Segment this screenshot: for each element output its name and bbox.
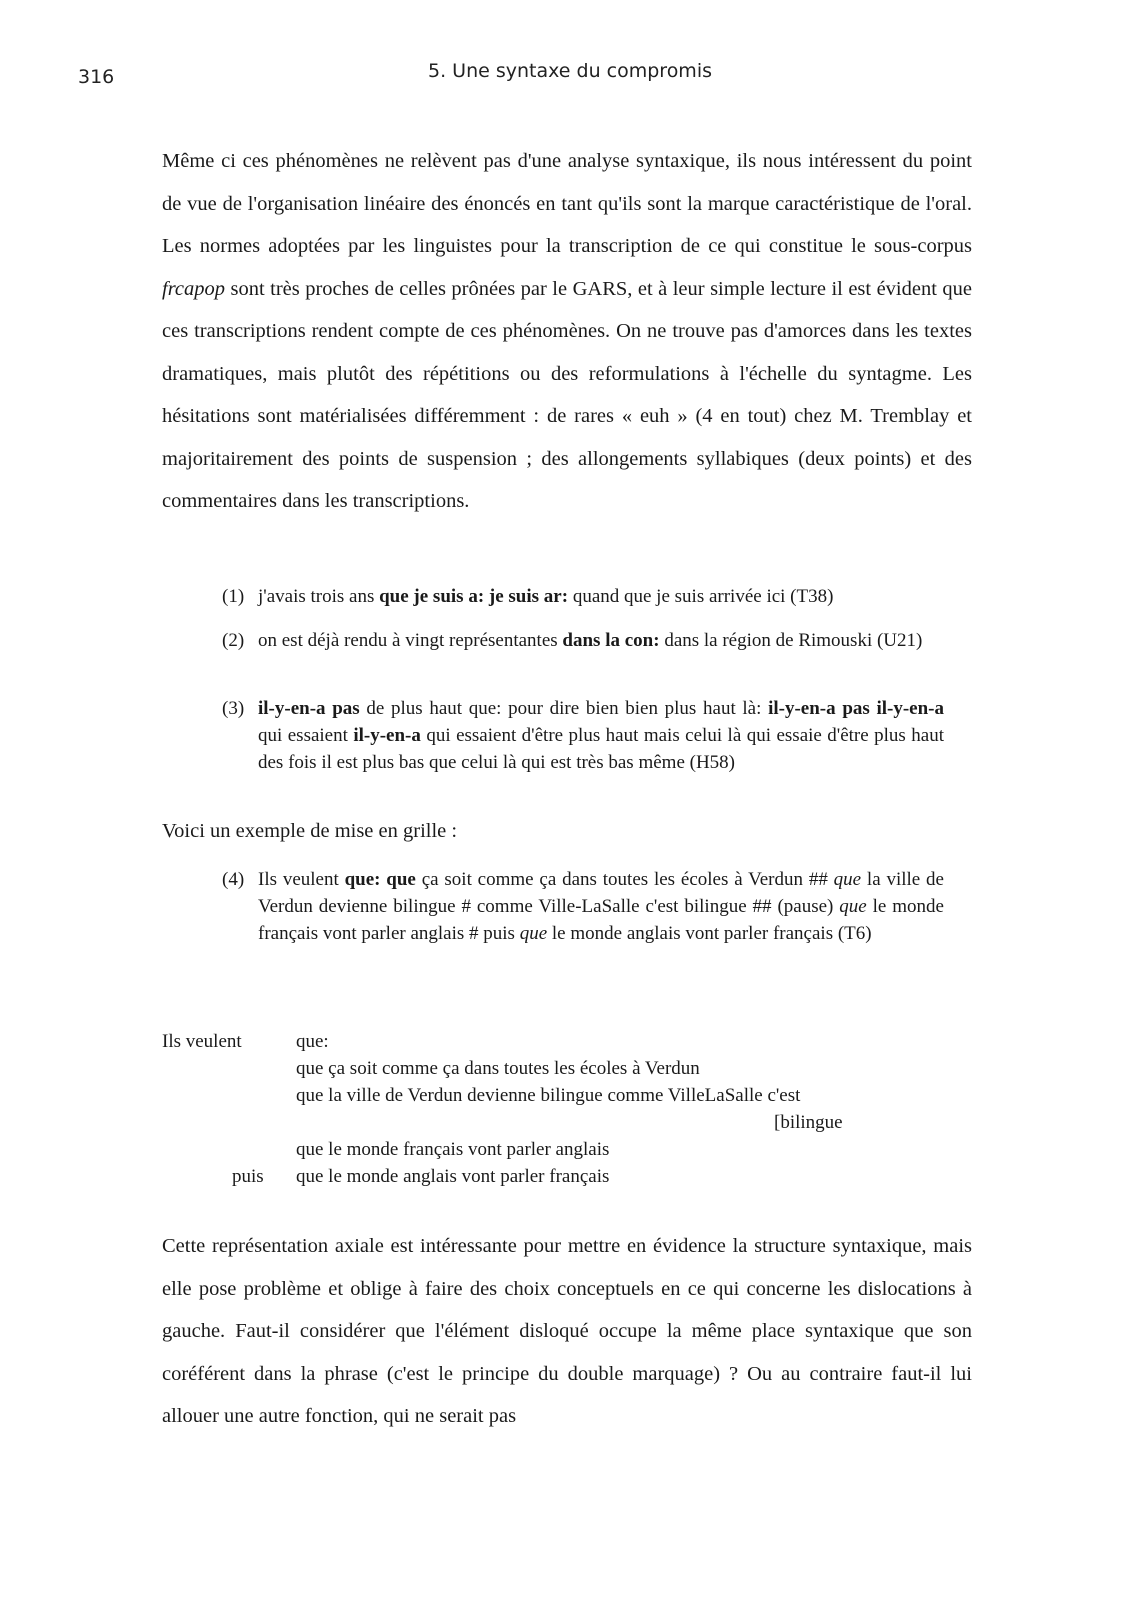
bold-run: il-y-en-a pas	[258, 698, 360, 719]
text-run: le monde anglais vont parler français (T6)	[547, 923, 872, 944]
text-run: de plus haut que: pour dire bien bien plus haut là:	[359, 698, 769, 719]
italic-run: que	[839, 896, 867, 917]
italic-run: que	[833, 869, 862, 890]
example-number: (1)	[222, 586, 245, 607]
text-run: quand que je suis arrivée ici (T38)	[568, 586, 834, 607]
grid-cell: que:	[296, 1031, 329, 1052]
grid-left-label: Ils veulent	[162, 1031, 242, 1052]
example-number: (2)	[222, 630, 245, 651]
bold-run: il-y-en-a pas il-y-en-a	[768, 698, 944, 719]
example-text	[258, 627, 944, 654]
text-run: on est déjà rendu à vingt représentantes	[258, 630, 563, 651]
text-run: ça soit comme ça dans toutes les écoles à Verdun ##	[415, 869, 834, 890]
text-run: j'avais trois ans	[258, 586, 380, 607]
text-run: le monde français vont parler anglais # puis	[258, 896, 944, 944]
example-number: (3)	[222, 698, 245, 719]
lead-in-text: Voici un exemple de mise en grille :	[162, 820, 458, 842]
example-text	[258, 866, 944, 947]
paragraph-2: Cette représentation axiale est intéressante pour mettre en évidence la structure syntaxique, mais elle pose problème et oblige à faire des choix conceptuels en ce qui concerne les dislocations à gauche. Faut-il considérer que l'élément disloqué occupe la même place syntaxique que son coréférent dans la phrase (c'est le principe du double marquage) ? Ou au contraire faut-il lui allouer une autre fonction, qui ne serait pas	[162, 1235, 972, 1427]
bold-run: que: que	[344, 869, 416, 890]
grid-puis-label: puis	[232, 1166, 264, 1187]
bold-run: dans la con:	[562, 630, 660, 651]
text-run: qui essaient	[258, 725, 354, 746]
paragraph-text: sont très proches de celles prônées par le GARS, et à leur simple lecture il est évident que ces transcriptions rendent compte de ces phénomènes. On ne trouve pas d'amorces dans les textes dramatiques, mais plutôt des répétitions ou des reformulations à l'échelle du syntagme. Les hésitations sont matérialisées différemment : de rares « euh » (4 en tout) chez M. Tremblay et majoritairement des points de suspension ; des allongements syllabiques (deux points) et des commentaires dans les transcriptions.	[162, 277, 972, 512]
page-number: 316	[78, 66, 115, 88]
example-1	[222, 583, 944, 610]
corpus-name: frcapop	[162, 277, 226, 300]
example-text	[258, 583, 944, 610]
example-2	[222, 627, 944, 654]
bold-run: que je suis a: je suis ar:	[379, 586, 569, 607]
example-text	[258, 695, 944, 776]
running-title: 5. Une syntaxe du compromis	[428, 60, 712, 82]
example-3	[222, 695, 944, 776]
grid-cell: que ça soit comme ça dans toutes les écoles à Verdun	[296, 1058, 700, 1079]
page-header	[0, 60, 1131, 90]
grid-cell: que la ville de Verdun devienne bilingue comme VilleLaSalle c'est	[296, 1085, 801, 1106]
paragraph-1	[162, 140, 972, 523]
example-number: (4)	[222, 869, 245, 890]
paragraph-text: Même ci ces phénomènes ne relèvent pas d'une analyse syntaxique, ils nous intéressent du point de vue de l'organisation linéaire des énoncés en tant qu'ils sont la marque caractéristique de l'oral. Les normes adoptées par les linguistes pour la transcription de ce qui constitue le sous-corpus	[162, 150, 972, 257]
grid-cell: que le monde français vont parler anglais	[296, 1139, 610, 1160]
text-run: qui essaient d'être plus haut mais celui là qui essaie d'être plus haut des fois il est plus bas que celui là qui est très bas même (H58)	[258, 725, 944, 773]
italic-run: que	[519, 923, 548, 944]
bold-run: il-y-en-a	[353, 725, 421, 746]
text-run: la ville de Verdun devienne bilingue # comme Ville-LaSalle c'est bilingue ## (pause)	[258, 869, 944, 917]
example-4	[222, 866, 944, 947]
text-run: Ils veulent	[258, 869, 345, 890]
text-run: dans la région de Rimouski (U21)	[659, 630, 923, 651]
grid-cell: que le monde anglais vont parler français	[296, 1166, 610, 1187]
grid-continuation: [bilingue	[774, 1112, 843, 1133]
